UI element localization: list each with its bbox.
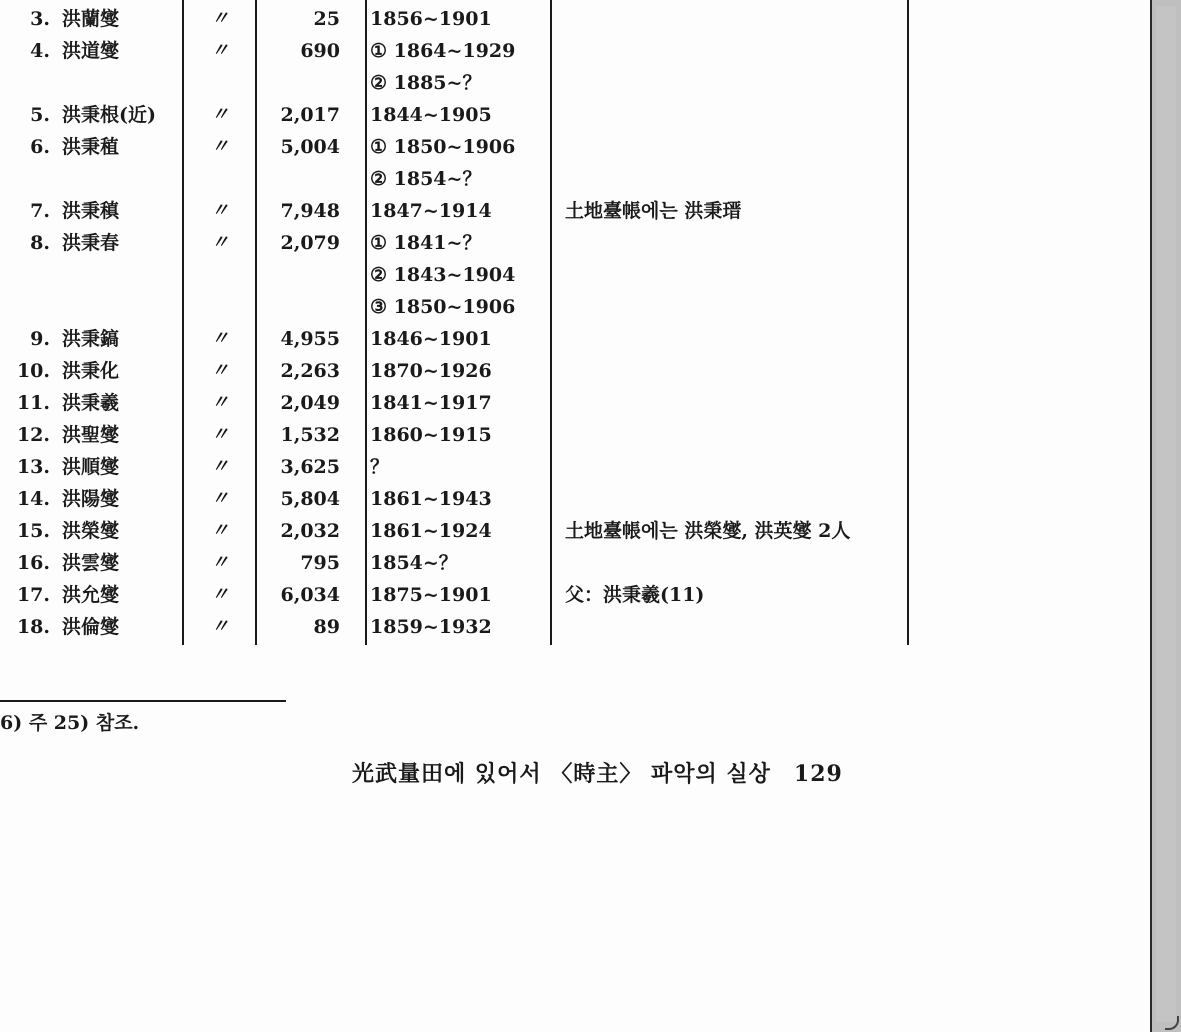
cell-num bbox=[0, 164, 50, 194]
cell-life: 1870~1926 bbox=[370, 360, 492, 382]
cell-ditto: 〃 bbox=[211, 584, 229, 605]
cell-note bbox=[565, 36, 910, 66]
cell-area bbox=[258, 68, 344, 98]
cell-ditto bbox=[200, 164, 240, 194]
cell-num: 16. bbox=[16, 552, 50, 574]
cell-note: 土地臺帳에는 洪秉瑨 bbox=[565, 200, 742, 222]
cell-ditto: 〃 bbox=[211, 104, 229, 125]
cell-life: 1854~？ bbox=[370, 552, 458, 574]
cell-life: 1856~1901 bbox=[370, 8, 492, 30]
cell-area bbox=[258, 292, 344, 322]
cell-num bbox=[0, 292, 50, 322]
cell-num: 14. bbox=[16, 488, 50, 510]
cell-area: 5,004 bbox=[280, 136, 340, 158]
cell-area: 4,955 bbox=[280, 328, 340, 350]
cell-note bbox=[565, 260, 910, 290]
scroll-thumb[interactable] bbox=[1156, 6, 1176, 1022]
cell-area bbox=[258, 260, 344, 290]
cell-name bbox=[62, 260, 182, 290]
cell-area: 2,032 bbox=[280, 520, 340, 542]
cell-num: 5. bbox=[30, 104, 50, 126]
table-row bbox=[0, 36, 1150, 66]
table-row bbox=[0, 580, 1150, 610]
cell-ditto: 〃 bbox=[211, 8, 229, 29]
cell-ditto: 〃 bbox=[211, 232, 229, 253]
table-row bbox=[0, 68, 1150, 98]
cell-life: ② 1885~？ bbox=[370, 72, 482, 94]
cell-life: ① 1850~1906 bbox=[370, 136, 516, 158]
cell-life: ③ 1850~1906 bbox=[370, 296, 516, 318]
cell-ditto bbox=[200, 260, 240, 290]
cell-area: 1,532 bbox=[280, 424, 340, 446]
cell-ditto: 〃 bbox=[211, 136, 229, 157]
cell-note bbox=[565, 356, 910, 386]
cell-note bbox=[565, 612, 910, 642]
cell-area: 89 bbox=[313, 616, 340, 638]
table-row bbox=[0, 228, 1150, 258]
cell-note bbox=[565, 548, 910, 578]
cell-num bbox=[0, 260, 50, 290]
cell-name: 洪秉稹 bbox=[62, 200, 120, 222]
cell-num: 8. bbox=[30, 232, 50, 254]
table-row bbox=[0, 388, 1150, 418]
cell-note bbox=[565, 164, 910, 194]
cell-note bbox=[565, 388, 910, 418]
cell-life: ？ bbox=[370, 456, 390, 478]
cell-ditto: 〃 bbox=[211, 616, 229, 637]
cell-num: 4. bbox=[30, 40, 50, 62]
cell-life: 1847~1914 bbox=[370, 200, 492, 222]
cell-num: 3. bbox=[30, 8, 50, 30]
cell-name bbox=[62, 164, 182, 194]
cell-area: 6,034 bbox=[280, 584, 340, 606]
cell-name: 洪榮燮 bbox=[62, 520, 120, 542]
cell-num: 18. bbox=[16, 616, 50, 638]
cell-note bbox=[565, 228, 910, 258]
cell-note bbox=[565, 324, 910, 354]
cell-name: 洪秉羲 bbox=[62, 392, 120, 414]
cell-name: 洪秉鎬 bbox=[62, 328, 120, 350]
cell-life: 1844~1905 bbox=[370, 104, 492, 126]
cell-note bbox=[565, 100, 910, 130]
cell-name: 洪秉化 bbox=[62, 360, 120, 382]
cell-note bbox=[565, 68, 910, 98]
cell-note bbox=[565, 292, 910, 322]
cell-name: 洪雲燮 bbox=[62, 552, 120, 574]
cell-name: 洪倫燮 bbox=[62, 616, 120, 638]
cell-name: 洪聖燮 bbox=[62, 424, 120, 446]
footnote: 6) 주 25) 참조. bbox=[0, 712, 140, 734]
cell-name: 洪秉根(近) bbox=[62, 104, 156, 126]
cell-life: 1861~1943 bbox=[370, 488, 492, 510]
cell-life: ① 1864~1929 bbox=[370, 40, 516, 62]
cell-life: ① 1841~？ bbox=[370, 232, 482, 254]
cell-area: 690 bbox=[300, 40, 340, 62]
cell-life: 1875~1901 bbox=[370, 584, 492, 606]
cell-num: 17. bbox=[16, 584, 50, 606]
cell-ditto bbox=[200, 292, 240, 322]
cell-life: 1859~1932 bbox=[370, 616, 492, 638]
cell-note bbox=[565, 132, 910, 162]
cell-name: 洪陽燮 bbox=[62, 488, 120, 510]
cell-num: 12. bbox=[16, 424, 50, 446]
vertical-scrollbar[interactable] bbox=[1150, 0, 1181, 1032]
cell-num bbox=[0, 68, 50, 98]
cell-name: 洪道燮 bbox=[62, 40, 120, 62]
cell-area: 5,804 bbox=[280, 488, 340, 510]
cell-area: 2,079 bbox=[280, 232, 340, 254]
cell-ditto: 〃 bbox=[211, 328, 229, 349]
cell-area: 2,017 bbox=[280, 104, 340, 126]
cell-num: 11. bbox=[16, 392, 50, 414]
cell-note: 土地臺帳에는 洪榮燮, 洪英燮 2人 bbox=[565, 520, 851, 542]
cell-note bbox=[565, 420, 910, 450]
table-row bbox=[0, 260, 1150, 290]
cell-ditto: 〃 bbox=[211, 552, 229, 573]
resize-corner-icon bbox=[1165, 1016, 1179, 1030]
cell-num: 6. bbox=[30, 136, 50, 158]
cell-ditto: 〃 bbox=[211, 200, 229, 221]
table-row bbox=[0, 292, 1150, 322]
cell-note bbox=[565, 484, 910, 514]
cell-name bbox=[62, 292, 182, 322]
cell-area: 2,263 bbox=[280, 360, 340, 382]
cell-life: 1860~1915 bbox=[370, 424, 492, 446]
cell-life: ② 1854~？ bbox=[370, 168, 482, 190]
cell-note bbox=[565, 452, 910, 482]
cell-ditto: 〃 bbox=[211, 424, 229, 445]
table-row bbox=[0, 100, 1150, 130]
cell-ditto: 〃 bbox=[211, 40, 229, 61]
table-row bbox=[0, 484, 1150, 514]
cell-name: 洪順燮 bbox=[62, 456, 120, 478]
table-row bbox=[0, 196, 1150, 226]
cell-ditto: 〃 bbox=[211, 360, 229, 381]
cell-name bbox=[62, 68, 182, 98]
table-row bbox=[0, 132, 1150, 162]
cell-area: 3,625 bbox=[280, 456, 340, 478]
table-row bbox=[0, 452, 1150, 482]
cell-life: 1846~1901 bbox=[370, 328, 492, 350]
cell-ditto bbox=[200, 68, 240, 98]
cell-name: 洪蘭燮 bbox=[62, 8, 120, 30]
cell-area bbox=[258, 164, 344, 194]
cell-num: 9. bbox=[30, 328, 50, 350]
cell-area: 7,948 bbox=[280, 200, 340, 222]
cell-area: 795 bbox=[300, 552, 340, 574]
table-row bbox=[0, 420, 1150, 450]
cell-ditto: 〃 bbox=[211, 456, 229, 477]
cell-ditto: 〃 bbox=[211, 520, 229, 541]
cell-note bbox=[565, 4, 910, 34]
cell-name: 洪允燮 bbox=[62, 584, 120, 606]
cell-note: 父：洪秉羲(11) bbox=[565, 584, 705, 606]
cell-life: ② 1843~1904 bbox=[370, 264, 516, 286]
cell-num: 13. bbox=[16, 456, 50, 478]
table-row bbox=[0, 324, 1150, 354]
cell-life: 1841~1917 bbox=[370, 392, 492, 414]
cell-life: 1861~1924 bbox=[370, 520, 492, 542]
footnote-rule bbox=[0, 700, 286, 702]
table-row bbox=[0, 548, 1150, 578]
cell-num: 15. bbox=[16, 520, 50, 542]
table-row bbox=[0, 164, 1150, 194]
running-head: 光武量田에 있어서 〈時主〉 파악의 실상 129 bbox=[352, 761, 843, 787]
table-row bbox=[0, 516, 1150, 546]
cell-num: 10. bbox=[16, 360, 50, 382]
cell-area: 2,049 bbox=[280, 392, 340, 414]
cell-ditto: 〃 bbox=[211, 488, 229, 509]
table-row bbox=[0, 4, 1150, 34]
cell-ditto: 〃 bbox=[211, 392, 229, 413]
cell-area: 25 bbox=[313, 8, 340, 30]
cell-name: 洪秉稙 bbox=[62, 136, 120, 158]
cell-name: 洪秉春 bbox=[62, 232, 120, 254]
cell-num: 7. bbox=[30, 200, 50, 222]
table-row bbox=[0, 356, 1150, 386]
table-row bbox=[0, 612, 1150, 642]
